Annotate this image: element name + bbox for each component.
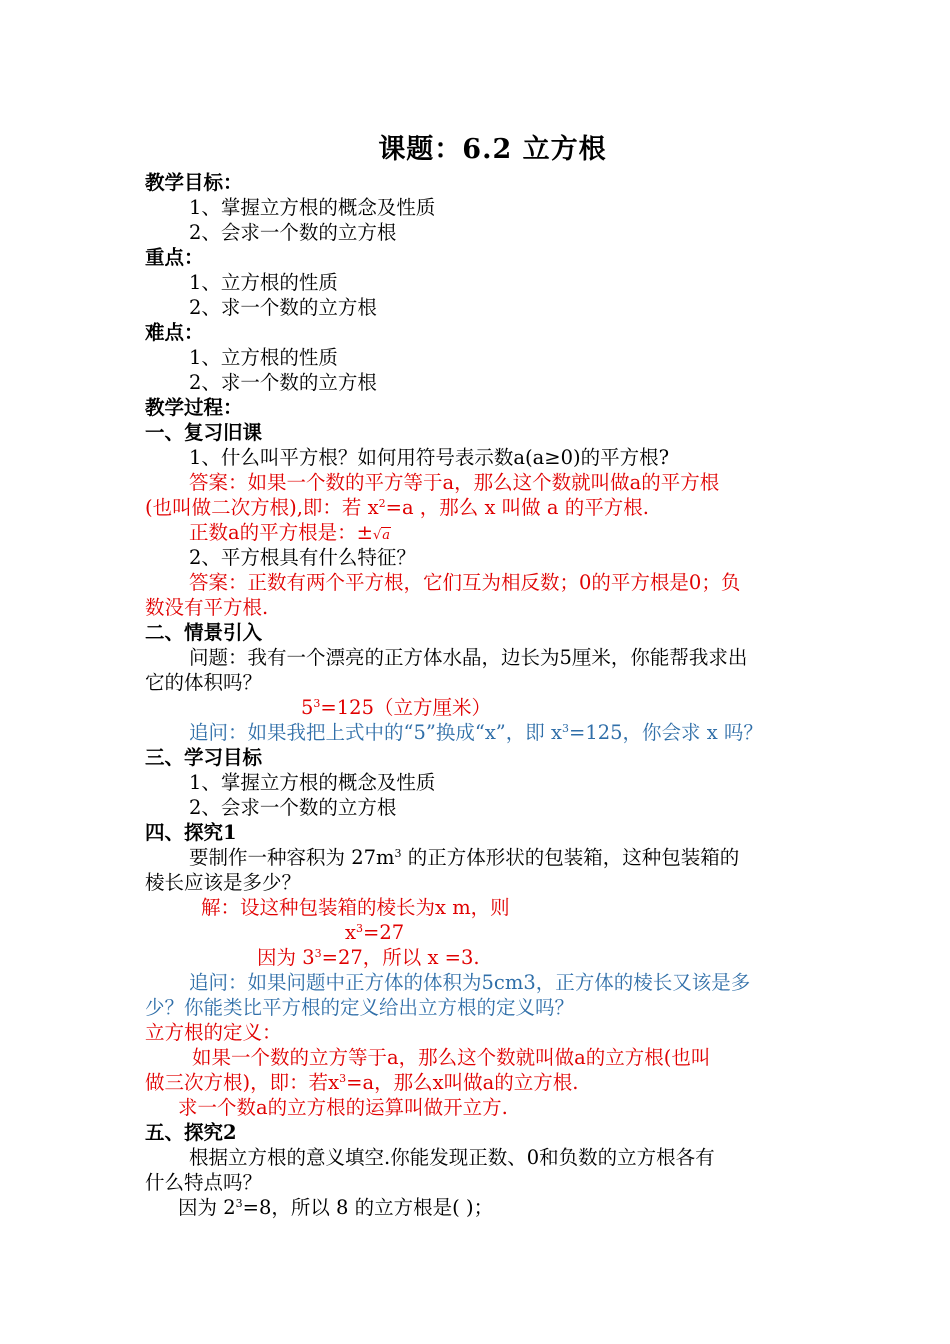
answer-2-line-1: 答案：正数有两个平方根，它们互为相反数；0的平方根是0；负 xyxy=(189,571,741,594)
definition-line-1: 如果一个数的立方等于a，那么这个数就叫做a的立方根(也叫 xyxy=(192,1046,711,1069)
scenario-problem-line-1: 问题：我有一个漂亮的正方体水晶，边长为5厘米，你能帮我求出 xyxy=(189,646,748,669)
answer-1-line-2: (也叫做二次方根),即：若 $x^2=a$ ，那么 x 叫做 a 的平方根. xyxy=(145,496,649,519)
difficulty-item: 1、立方根的性质 xyxy=(189,346,338,369)
solution-line-3: 因为 $3^3=27$，所以 x =3. xyxy=(257,946,480,969)
solution-line-1: 解：设这种包装箱的棱长为x m，则 xyxy=(201,896,510,919)
volume-calculation: $5^3=125$（立方厘米） xyxy=(301,696,491,719)
section-5-heading: 五、探究2 xyxy=(145,1121,237,1144)
learning-goal-item: 2、会求一个数的立方根 xyxy=(189,796,397,819)
objective-item: 2、会求一个数的立方根 xyxy=(189,221,397,244)
section-3-heading: 三、学习目标 xyxy=(145,746,263,769)
difficulty-item: 2、求一个数的立方根 xyxy=(189,371,377,394)
section-1-heading: 一、复习旧课 xyxy=(145,421,263,444)
scenario-followup: 追问：如果我把上式中的“5”换成“x”，即 $x^3=125$，你会求 x 吗？ xyxy=(189,721,763,744)
objectives-heading: 教学目标： xyxy=(145,171,243,194)
solution-line-2: $x^3=27$ xyxy=(345,921,405,944)
cube-root-definition-heading: 立方根的定义： xyxy=(145,1021,282,1044)
explore-2-fill-blank: 因为 $2^3=8$，所以 8 的立方根是( )； xyxy=(178,1196,494,1219)
process-heading: 教学过程： xyxy=(145,396,243,419)
answer-1-line-1: 答案：如果一个数的平方等于a，那么这个数就叫做a的平方根 xyxy=(189,471,720,494)
answer-2-line-2: 数没有平方根. xyxy=(145,596,269,619)
lesson-title: 课题：6.2 立方根 xyxy=(378,134,607,165)
key-points-heading: 重点： xyxy=(145,246,204,269)
definition-line-3: 求一个数a的立方根的运算叫做开立方. xyxy=(178,1096,508,1119)
square-root-symbol: √a xyxy=(372,528,391,543)
answer-1-line-3: 正数a的平方根是：±√a xyxy=(145,520,810,545)
scenario-problem-line-2: 它的体积吗？ xyxy=(145,671,263,694)
explore-1-problem-line-1: 要制作一种容积为 $27m^3$ 的正方体形状的包装箱，这种包装箱的 xyxy=(189,846,740,869)
explore-2-line-1: 根据立方根的意义填空.你能发现正数、0和负数的立方根各有 xyxy=(189,1146,715,1169)
review-question-1: 1、什么叫平方根？如何用符号表示数a(a≥0)的平方根? xyxy=(189,446,670,469)
explore-1-followup-line-1: 追问：如果问题中正方体的体积为5cm3，正方体的棱长又该是多 xyxy=(189,971,751,994)
definition-line-2: 做三次方根)，即：若$x^3=a$，那么x叫做a的立方根. xyxy=(145,1071,579,1094)
learning-goal-item: 1、掌握立方根的概念及性质 xyxy=(189,771,436,794)
section-4-heading: 四、探究1 xyxy=(145,821,237,844)
explore-2-line-2: 什么特点吗？ xyxy=(145,1171,263,1194)
explore-1-followup-line-2: 少？你能类比平方根的定义给出立方根的定义吗？ xyxy=(145,996,575,1019)
document-page xyxy=(145,130,810,1220)
difficulties-heading: 难点： xyxy=(145,321,204,344)
explore-1-problem-line-2: 棱长应该是多少？ xyxy=(145,871,302,894)
section-2-heading: 二、情景引入 xyxy=(145,621,263,644)
key-point-item: 2、求一个数的立方根 xyxy=(189,296,377,319)
objective-item: 1、掌握立方根的概念及性质 xyxy=(189,196,436,219)
key-point-item: 1、立方根的性质 xyxy=(189,271,338,294)
review-question-2: 2、平方根具有什么特征？ xyxy=(189,546,416,569)
